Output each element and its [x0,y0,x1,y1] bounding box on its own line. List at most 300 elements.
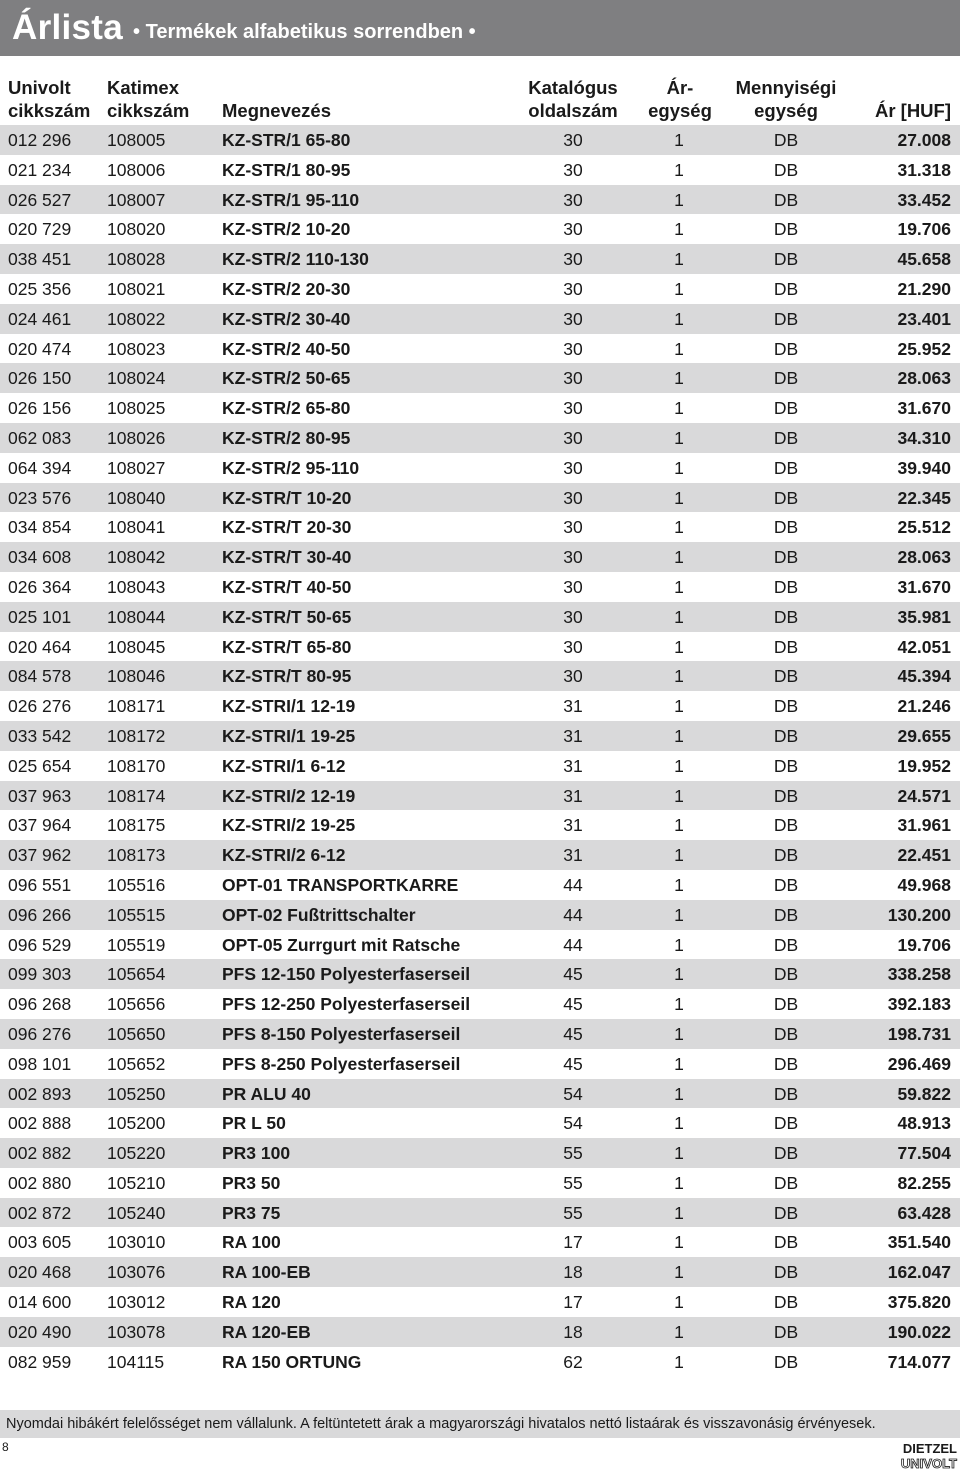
univolt-number: 033 542 [8,725,72,746]
quantity-unit: DB [773,1143,799,1164]
logo-text-bottom: UNIVOLT [900,1456,957,1470]
table-row [0,1317,960,1347]
product-name: KZ-STR/1 95-110 [222,189,360,210]
katimex-number: 105220 [107,1143,166,1164]
price-unit: 1 [674,1023,684,1044]
catalog-page: 30 [563,457,583,478]
table-row [0,1168,960,1198]
product-name: KZ-STR/1 65-80 [222,130,351,150]
price-unit: 1 [674,278,684,299]
katimex-number: 108028 [107,249,166,270]
header-katimex [107,76,189,122]
product-name: KZ-STRI/2 19-25 [222,815,356,836]
price-unit: 1 [674,576,684,597]
quantity-unit: DB [773,159,799,180]
price: 31.670 [897,398,951,419]
catalog-page: 30 [563,130,583,150]
katimex-number: 105656 [107,994,166,1015]
table-row [0,870,960,900]
price-unit: 1 [674,487,684,508]
quantity-unit: DB [773,1321,799,1342]
price-unit: 1 [674,606,684,627]
catalog-page: 31 [563,785,583,806]
catalog-page: 30 [563,487,583,508]
price-unit: 1 [674,547,684,568]
price-unit: 1 [674,904,684,925]
price-unit: 1 [674,159,684,180]
table-row [0,900,960,930]
product-name: PR L 50 [222,1113,286,1134]
katimex-number: 104115 [107,1351,165,1372]
katimex-number: 108174 [107,785,166,806]
price-unit: 1 [674,1202,684,1223]
price: 39.940 [897,457,951,478]
quantity-unit: DB [773,457,799,478]
header-univolt-line1: Univolt [8,77,71,98]
product-name: KZ-STR/2 30-40 [222,308,351,329]
quantity-unit: DB [773,278,799,299]
quantity-unit: DB [773,1262,799,1283]
catalog-page: 44 [563,934,583,955]
price: 392.183 [887,994,951,1015]
table-row [0,274,960,304]
catalog-page: 30 [563,606,583,627]
katimex-number: 108026 [107,427,166,448]
catalog-page: 30 [563,398,583,419]
univolt-number: 023 576 [8,487,72,508]
header-page-line2: oldalszám [528,100,618,121]
catalog-page: 30 [563,576,583,597]
katimex-number: 108041 [107,517,166,538]
table-row [0,989,960,1019]
header-univolt [8,76,90,122]
univolt-number: 037 962 [8,845,72,866]
catalog-page: 44 [563,874,583,895]
univolt-number: 002 872 [8,1202,72,1223]
table-row [0,721,960,751]
product-name: RA 120-EB [222,1321,311,1342]
price: 33.452 [897,189,951,210]
catalog-page: 55 [563,1143,583,1164]
katimex-number: 105250 [107,1083,166,1104]
catalog-page: 55 [563,1172,583,1193]
product-name: PFS 12-250 Polyesterfaserseil [222,994,471,1015]
price: 34.310 [897,427,951,448]
univolt-number: 064 394 [8,457,72,478]
table-row [0,1108,960,1138]
price-unit: 1 [674,845,684,866]
katimex-number: 105654 [107,964,166,985]
quantity-unit: DB [773,219,799,240]
katimex-number: 105650 [107,1023,166,1044]
price: 45.394 [897,666,951,687]
price: 24.571 [897,785,951,806]
quantity-unit: DB [773,636,799,657]
katimex-number: 105519 [107,934,166,955]
product-name: KZ-STR/T 50-65 [222,606,352,627]
univolt-number: 084 578 [8,666,72,687]
quantity-unit: DB [773,666,799,687]
price-unit: 1 [674,398,684,419]
katimex-number: 103078 [107,1321,166,1342]
price-unit: 1 [674,1292,684,1313]
quantity-unit: DB [773,427,799,448]
price-unit: 1 [674,1172,684,1193]
product-name: OPT-02 Fußtrittschalter [222,904,416,925]
product-name: PR3 100 [222,1143,291,1164]
price: 31.318 [897,159,951,180]
table-row [0,751,960,781]
katimex-number: 108024 [107,368,166,389]
catalog-page: 54 [563,1083,583,1104]
table-header [0,74,960,124]
product-name: PR3 75 [222,1202,281,1223]
product-name: RA 100 [222,1232,281,1253]
catalog-page: 30 [563,368,583,389]
quantity-unit: DB [773,308,799,329]
price: 25.512 [897,517,951,538]
catalog-page: 30 [563,636,583,657]
univolt-number: 096 266 [8,904,72,925]
product-name: PR3 50 [222,1172,281,1193]
univolt-number: 096 276 [8,1023,72,1044]
product-name: KZ-STR/2 65-80 [222,398,351,419]
catalog-page: 54 [563,1113,583,1134]
product-name: KZ-STR/2 40-50 [222,338,351,359]
catalog-page: 18 [563,1262,583,1283]
header-katimex-line2: cikkszám [107,100,190,121]
katimex-number: 108025 [107,398,166,419]
univolt-number: 037 963 [8,785,72,806]
price: 59.822 [897,1083,951,1104]
catalog-page: 30 [563,278,583,299]
table-row [0,125,960,155]
univolt-number: 020 468 [8,1262,72,1283]
product-name: RA 100-EB [222,1262,311,1283]
page-subtitle: • Termékek alfabetikus sorrendben • [133,21,476,43]
quantity-unit: DB [773,1351,799,1372]
table-row [0,512,960,542]
univolt-number: 034 854 [8,517,72,538]
table-row [0,1079,960,1109]
product-name: PFS 8-250 Polyesterfaserseil [222,1053,461,1074]
catalog-page: 30 [563,517,583,538]
catalog-page: 30 [563,547,583,568]
catalog-page: 45 [563,994,583,1015]
quantity-unit: DB [773,1202,799,1223]
catalog-page: 30 [563,308,583,329]
katimex-number: 105652 [107,1053,166,1074]
price: 29.655 [897,725,951,746]
quantity-unit: DB [773,576,799,597]
price-unit: 1 [674,815,684,836]
univolt-number: 096 268 [8,994,72,1015]
univolt-number: 099 303 [8,964,72,985]
univolt-number: 026 527 [8,189,72,210]
price-unit: 1 [674,427,684,448]
quantity-unit: DB [773,1172,799,1193]
price: 77.504 [897,1143,951,1164]
price-unit: 1 [674,1083,684,1104]
price: 31.961 [897,815,951,836]
price: 22.451 [897,845,951,866]
quantity-unit: DB [773,696,799,717]
quantity-unit: DB [773,1083,799,1104]
header-qty [730,76,842,122]
price-unit: 1 [674,964,684,985]
product-name: KZ-STRI/2 12-19 [222,785,356,806]
product-name: KZ-STRI/1 6-12 [222,755,346,776]
quantity-unit: DB [773,1053,799,1074]
catalog-page: 30 [563,666,583,687]
catalog-page: 17 [563,1232,583,1253]
price: 130.200 [887,904,951,925]
quantity-unit: DB [773,547,799,568]
table-row [0,661,960,691]
catalog-page: 30 [563,249,583,270]
katimex-number: 108023 [107,338,166,359]
quantity-unit: DB [773,487,799,508]
page-title: Árlista [12,8,124,47]
table-row [0,1019,960,1049]
price-unit: 1 [674,1143,684,1164]
catalog-page: 45 [563,1053,583,1074]
univolt-number: 020 464 [8,636,72,657]
univolt-number: 096 551 [8,874,72,895]
katimex-number: 108044 [107,606,166,627]
katimex-number: 108021 [107,278,166,299]
table-row [0,155,960,185]
catalog-page: 30 [563,427,583,448]
table-row [0,393,960,423]
price: 338.258 [887,964,951,985]
table-row [0,1138,960,1168]
price: 19.706 [897,934,951,955]
quantity-unit: DB [773,1292,799,1313]
price: 31.670 [897,576,951,597]
table-row [0,1287,960,1317]
price-unit: 1 [674,785,684,806]
price: 198.731 [887,1023,951,1044]
table-row [0,423,960,453]
catalog-page: 31 [563,725,583,746]
product-name: PFS 8-150 Polyesterfaserseil [222,1023,461,1044]
price-unit: 1 [674,368,684,389]
table-row [0,483,960,513]
univolt-number: 020 490 [8,1321,72,1342]
price: 25.952 [897,338,951,359]
quantity-unit: DB [773,368,799,389]
price-unit: 1 [674,666,684,687]
univolt-number: 002 888 [8,1113,72,1134]
title-bar [0,0,960,56]
table-row [0,363,960,393]
page-number: 8 [2,1440,9,1454]
price-unit: 1 [674,934,684,955]
univolt-number: 098 101 [8,1053,72,1074]
price: 714.077 [887,1351,951,1372]
table-row [0,334,960,364]
product-name: KZ-STR/1 80-95 [222,159,351,180]
quantity-unit: DB [773,398,799,419]
catalog-page: 30 [563,338,583,359]
catalog-page: 30 [563,219,583,240]
product-name: OPT-01 TRANSPORTKARRE [222,874,459,895]
price: 49.968 [897,874,951,895]
univolt-number: 026 156 [8,398,72,419]
quantity-unit: DB [773,1232,799,1253]
price: 63.428 [897,1202,951,1223]
product-name: RA 150 ORTUNG [222,1351,362,1372]
table-row [0,1227,960,1257]
katimex-number: 108171 [107,696,166,717]
table-row [0,214,960,244]
header-price: Ár [HUF] [874,100,951,121]
quantity-unit: DB [773,994,799,1015]
price-unit: 1 [674,1321,684,1342]
table-row [0,542,960,572]
price-unit: 1 [674,636,684,657]
katimex-number: 108045 [107,636,166,657]
table-row [0,244,960,274]
table-row [0,959,960,989]
katimex-number: 108042 [107,547,166,568]
univolt-number: 038 451 [8,249,72,270]
price-unit: 1 [674,696,684,717]
katimex-number: 108027 [107,457,166,478]
table-row [0,632,960,662]
univolt-number: 026 364 [8,576,72,597]
univolt-number: 021 234 [8,159,72,180]
table-row [0,930,960,960]
catalog-page: 30 [563,159,583,180]
product-name: KZ-STR/T 80-95 [222,666,352,687]
price: 42.051 [897,636,951,657]
price-unit: 1 [674,457,684,478]
price: 82.255 [897,1172,951,1193]
price-unit: 1 [674,755,684,776]
footer-disclaimer: Nyomdai hibákért felelősséget nem vállalunk. A feltüntetett árak a magyarországi hivatalos nettó listaárak és visszavonásig érvényesek. [0,1410,960,1438]
table-row [0,840,960,870]
catalog-page: 55 [563,1202,583,1223]
catalog-page: 45 [563,964,583,985]
katimex-number: 108006 [107,159,166,180]
product-name: KZ-STR/T 40-50 [222,576,352,597]
quantity-unit: DB [773,755,799,776]
price: 45.658 [897,249,951,270]
quantity-unit: DB [773,249,799,270]
quantity-unit: DB [773,815,799,836]
price: 296.469 [887,1053,951,1074]
price: 21.246 [897,696,951,717]
katimex-number: 103076 [107,1262,166,1283]
catalog-page: 31 [563,815,583,836]
table-row [0,453,960,483]
katimex-number: 108040 [107,487,166,508]
quantity-unit: DB [773,725,799,746]
univolt-number: 012 296 [8,130,72,150]
table-row [0,691,960,721]
quantity-unit: DB [773,338,799,359]
katimex-number: 105210 [107,1172,166,1193]
katimex-number: 105200 [107,1113,166,1134]
price-unit: 1 [674,1262,684,1283]
price: 48.913 [897,1113,951,1134]
price: 35.981 [897,606,951,627]
univolt-number: 062 083 [8,427,72,448]
price-unit: 1 [674,219,684,240]
table-row [0,602,960,632]
price-unit: 1 [674,1053,684,1074]
price: 23.401 [897,308,951,329]
product-name: OPT-05 Zurrgurt mit Ratsche [222,934,461,955]
price-unit: 1 [674,308,684,329]
univolt-number: 025 101 [8,606,72,627]
table-row [0,781,960,811]
table-row [0,572,960,602]
quantity-unit: DB [773,517,799,538]
univolt-number: 026 150 [8,368,72,389]
katimex-number: 108046 [107,666,166,687]
price: 28.063 [897,547,951,568]
price-unit: 1 [674,1113,684,1134]
header-page [520,76,626,122]
price-unit: 1 [674,725,684,746]
quantity-unit: DB [773,606,799,627]
header-unit [640,76,720,122]
logo-text-top: DIETZEL [902,1441,957,1456]
univolt-number: 020 729 [8,219,72,240]
price: 162.047 [887,1262,951,1283]
katimex-number: 108043 [107,576,166,597]
product-name: KZ-STR/2 110-130 [222,249,369,270]
univolt-number: 025 654 [8,755,72,776]
table-row [0,1257,960,1287]
catalog-page: 45 [563,1023,583,1044]
header-page-line1: Katalógus [528,77,618,98]
price-unit: 1 [674,130,684,150]
product-name: RA 120 [222,1292,281,1313]
univolt-number: 024 461 [8,308,72,329]
catalog-page: 18 [563,1321,583,1342]
product-name: KZ-STR/T 65-80 [222,636,352,657]
univolt-number: 082 959 [8,1351,72,1372]
header-univolt-line2: cikkszám [8,100,91,121]
price: 190.022 [887,1321,951,1342]
quantity-unit: DB [773,904,799,925]
katimex-number: 108020 [107,219,166,240]
product-name: KZ-STR/2 80-95 [222,427,351,448]
header-qty-line2: egység [754,100,818,121]
univolt-number: 002 880 [8,1172,72,1193]
catalog-page: 31 [563,696,583,717]
quantity-unit: DB [773,189,799,210]
header-katimex-line1: Katimex [107,77,179,98]
price-unit: 1 [674,994,684,1015]
quantity-unit: DB [773,964,799,985]
quantity-unit: DB [773,934,799,955]
table-row [0,185,960,215]
univolt-number: 025 356 [8,278,72,299]
price: 22.345 [897,487,951,508]
product-name: KZ-STR/T 30-40 [222,547,352,568]
price-unit: 1 [674,874,684,895]
header-unit-line1: Ár- [666,77,694,98]
quantity-unit: DB [773,845,799,866]
quantity-unit: DB [773,1023,799,1044]
univolt-number: 096 529 [8,934,72,955]
quantity-unit: DB [773,130,799,150]
